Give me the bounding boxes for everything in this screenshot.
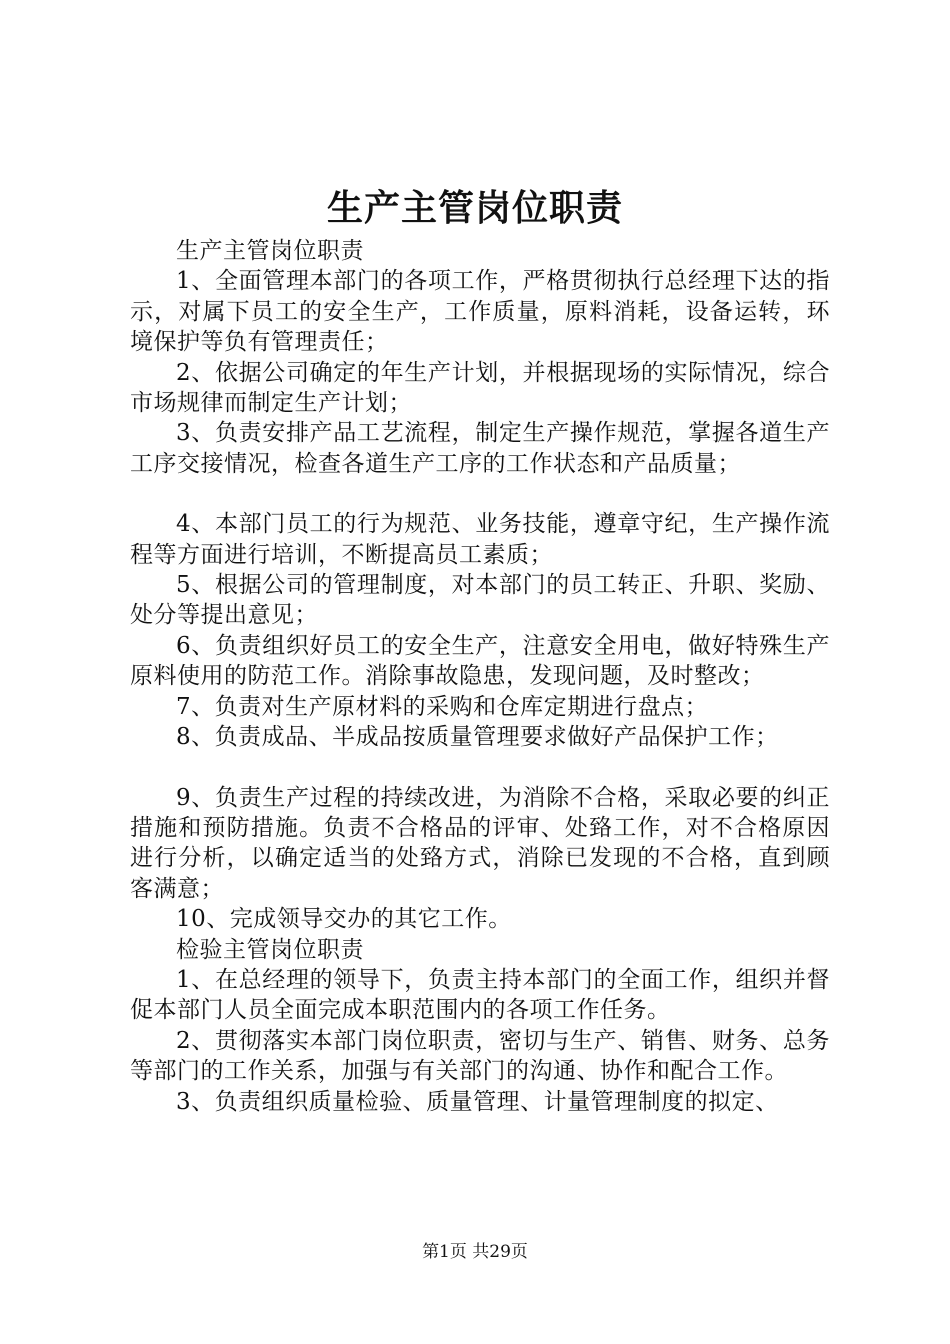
- paragraph: 1、在总经理的领导下，负责主持本部门的全面工作，组织并督促本部门人员全面完成本职范围内的各项工作任务。: [130, 966, 830, 1024]
- paragraph: 9、负责生产过程的持续改进，为消除不合格，采取必要的纠正措施和预防措施。负责不合格品的评审、处臵工作，对不合格原因进行分析，以确定适当的处臵方式，消除已发现的不合格，直到顾客满意；: [130, 784, 830, 902]
- page-number-footer: 第1页 共29页: [422, 1242, 528, 1262]
- paragraph: 2、依据公司确定的年生产计划，并根据现场的实际情况，综合市场规律而制定生产计划；: [130, 359, 830, 417]
- section-heading-production: 生产主管岗位职责: [176, 238, 364, 264]
- paragraph: 7、负责对生产原材料的采购和仓库定期进行盘点；: [176, 693, 709, 720]
- paragraph: 3、负责组织质量检验、质量管理、计量管理制度的拟定、: [176, 1088, 779, 1115]
- paragraph: 3、负责安排产品工艺流程，制定生产操作规范，掌握各道生产工序交接情况，检查各道生产工序的工作状态和产品质量；: [130, 420, 830, 477]
- paragraph: 5、根据公司的管理制度，对本部门的员工转正、升职、奖励、处分等提出意见；: [130, 572, 830, 629]
- paragraph: 10、完成领导交办的其它工作。: [176, 906, 512, 933]
- document-title: 生产主管岗位职责: [326, 187, 623, 229]
- paragraph: 8、负责成品、半成品按质量管理要求做好产品保护工作；: [176, 724, 779, 751]
- document-body: [130, 236, 830, 1117]
- paragraph: 4、本部门员工的行为规范、业务技能，遵章守纪，生产操作流程等方面进行培训，不断提高员工素质；: [130, 511, 830, 568]
- paragraph: 2、贯彻落实本部门岗位职责，密切与生产、销售、财务、总务等部门的工作关系，加强与有关部门的沟通、协作和配合工作。: [130, 1027, 830, 1085]
- section-heading-inspection: 检验主管岗位职责: [176, 936, 364, 963]
- paragraph: 6、负责组织好员工的安全生产，注意安全用电，做好特殊生产原料使用的防范工作。消除事故隐患，发现问题，及时整改；: [130, 632, 830, 690]
- paragraph: 1、全面管理本部门的各项工作，严格贯彻执行总经理下达的指示，对属下员工的安全生产，工作质量，原料消耗，设备运转，环境保护等负有管理责任；: [130, 268, 830, 356]
